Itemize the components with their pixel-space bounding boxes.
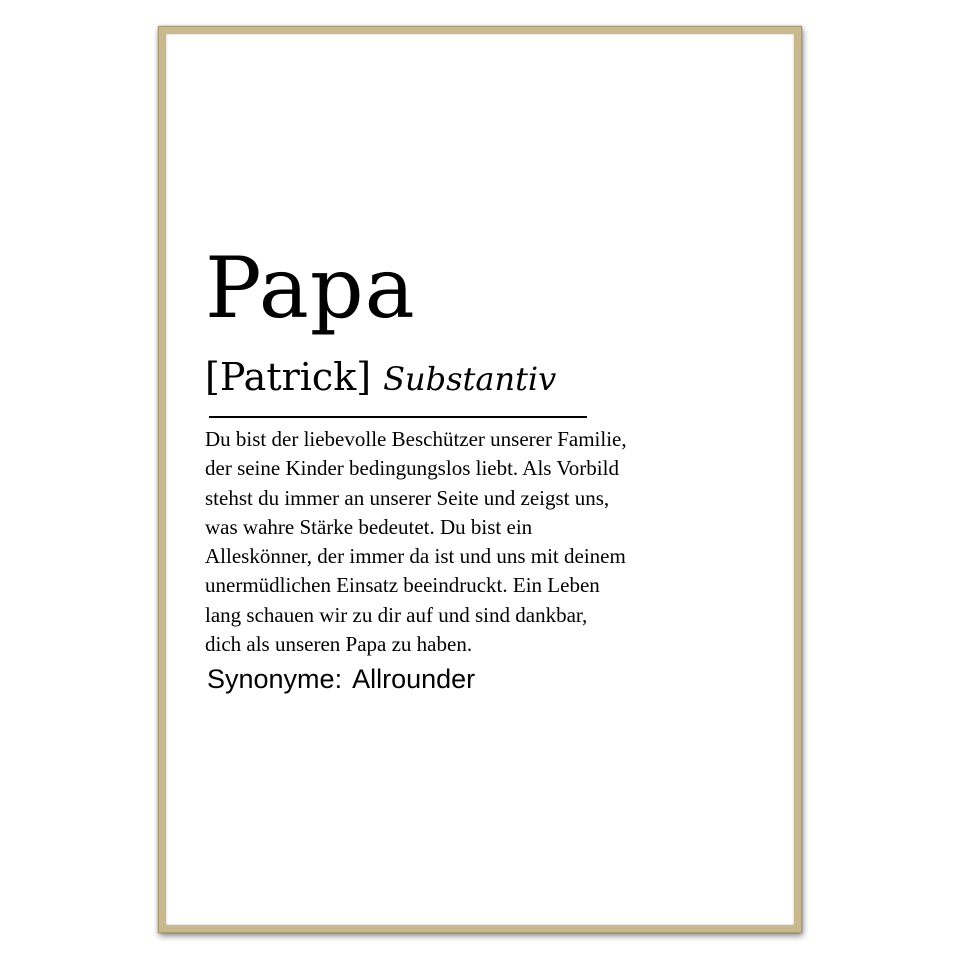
poster-title: Papa: [205, 239, 416, 337]
part-of-speech: Substantiv: [383, 360, 557, 398]
definition-line: unermüdlichen Einsatz beeindruckt. Ein Leben: [205, 573, 600, 598]
divider-line: [209, 416, 587, 418]
definition-line: lang schauen wir zu dir auf und sind dankbar,: [205, 602, 588, 627]
definition-line: dich als unseren Papa zu haben.: [205, 632, 473, 657]
definition-line: Alleskönner, der immer da ist und uns mit deinem: [205, 544, 626, 569]
definition-line: der seine Kinder bedingungslos liebt. Als Vorbild: [205, 456, 619, 481]
synonyms-row: [207, 664, 475, 695]
synonyms-value: Allrounder: [352, 664, 476, 694]
definition-line: Du bist der liebevolle Beschützer unserer Familie,: [205, 427, 627, 451]
synonyms-label: Synonyme:: [207, 664, 343, 694]
definition-line: stehst du immer an unserer Seite und zeigst uns,: [205, 485, 610, 510]
name-label: [Patrick]: [205, 355, 372, 399]
poster-subline: [205, 355, 556, 399]
definition-text: [205, 425, 775, 659]
definition-line: was wahre Stärke bedeutet. Du bist ein: [205, 514, 533, 539]
